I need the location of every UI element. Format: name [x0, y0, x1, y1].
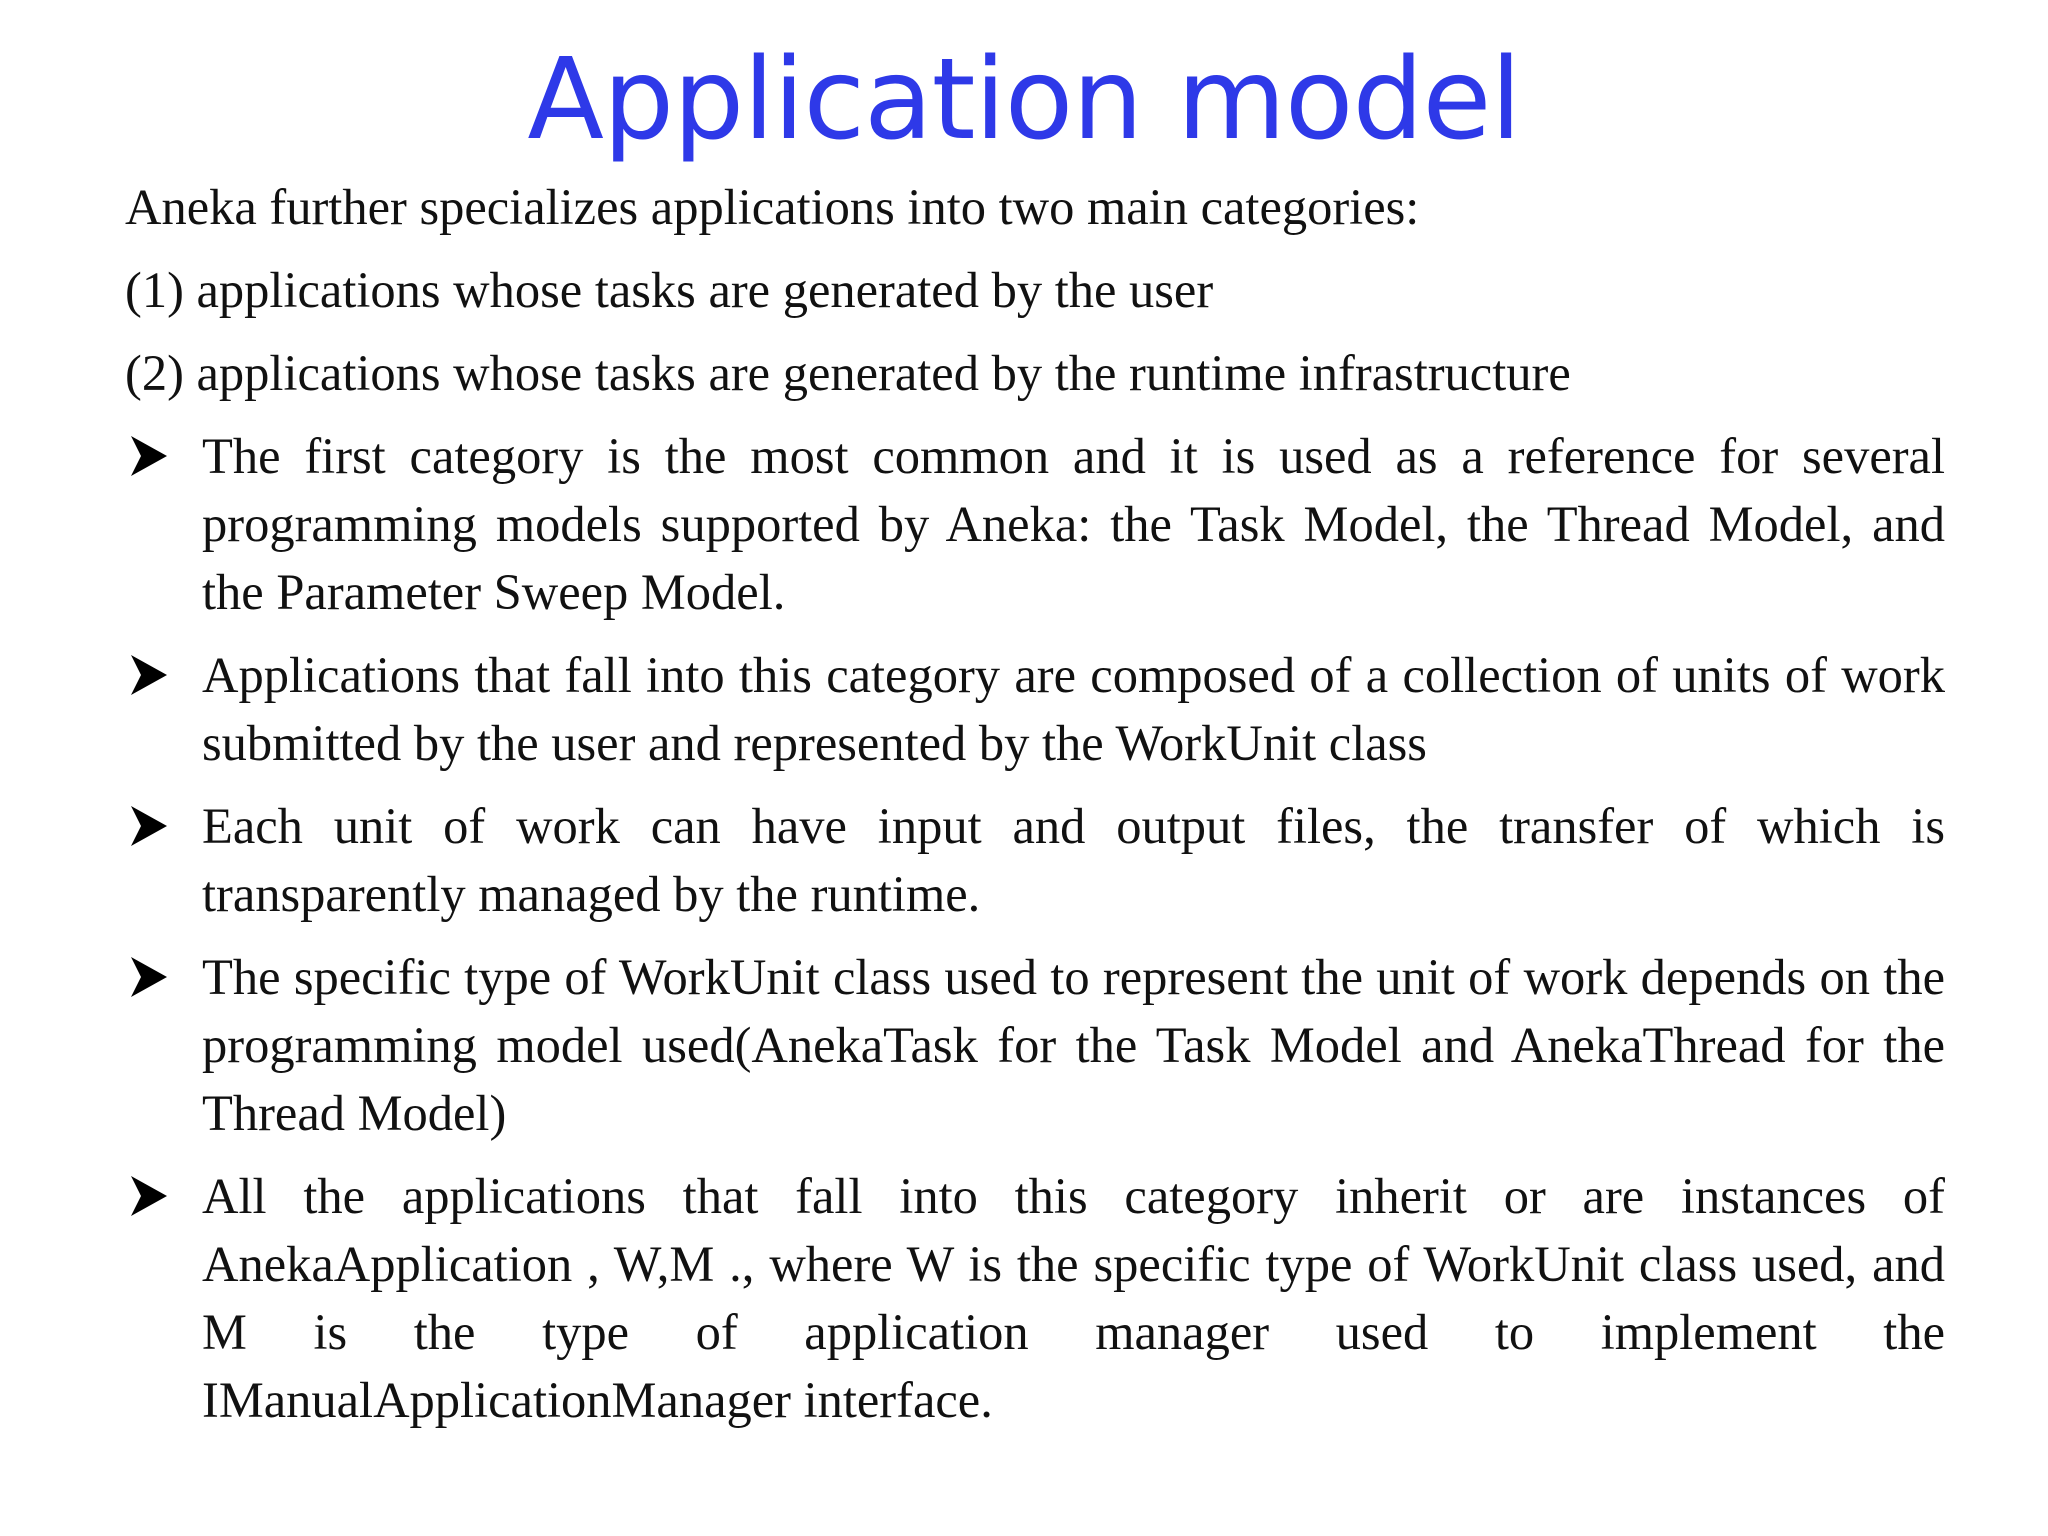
arrow-bullet-icon: [129, 641, 169, 709]
intro-text: Aneka further specializes applications into two main categories:: [125, 179, 1420, 235]
bullet-text: Applications that fall into this category are composed of a collection of units of work submitted by the user and represented by the WorkUnit class: [202, 647, 1945, 771]
category-2-text: (2) applications whose tasks are generated by the runtime infrastructure: [125, 345, 1571, 401]
bullet-list: [125, 422, 1945, 1434]
bullet-text: Each unit of work can have input and output files, the transfer of which is transparently managed by the runtime.: [202, 798, 1945, 922]
bullet-item: [125, 792, 1945, 928]
arrow-bullet-icon: [129, 422, 169, 490]
category-1-text: (1) applications whose tasks are generated by the user: [125, 262, 1214, 318]
arrow-bullet-icon: [129, 1162, 169, 1230]
bullet-text: The first category is the most common and it is used as a reference for several programming models supported by Aneka: the Task Model, the Thread Model, and the Parameter Sweep Model.: [202, 428, 1945, 620]
bullet-item: [125, 422, 1945, 626]
bullet-item: [125, 943, 1945, 1147]
slide-title: Application model: [527, 35, 1521, 165]
bullet-item: [125, 641, 1945, 777]
bullet-text: The specific type of WorkUnit class used to represent the unit of work depends on the programming model used(AnekaTask for the Task Model and AnekaThread for the Thread Model): [202, 949, 1945, 1141]
bullet-item: [125, 1162, 1945, 1434]
arrow-bullet-icon: [129, 792, 169, 860]
slide-body: [125, 173, 1945, 1449]
bullet-text: All the applications that fall into this category inherit or are instances of AnekaApplication , W,M ., where W is the specific type of WorkUnit class used, and M is the type of application manager used to implement the IManualApplicationManager interface.: [202, 1168, 1945, 1428]
arrow-bullet-icon: [129, 943, 169, 1011]
